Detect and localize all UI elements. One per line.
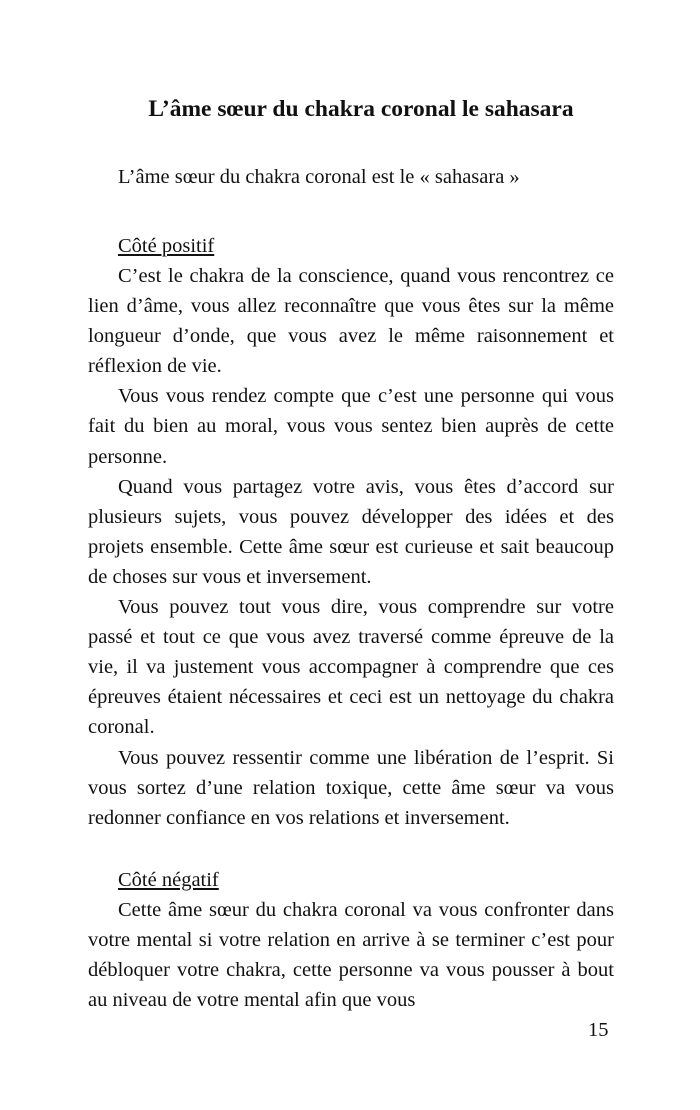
page-body [88, 94, 614, 1015]
page-number: 15 [588, 1019, 609, 1041]
section-negative [88, 865, 614, 1015]
chapter-title: L’âme sœur du chakra coronal le sahasara [148, 96, 574, 122]
section-heading-negative: Côté négatif [118, 868, 219, 891]
section-heading-positive: Côté positif [118, 235, 215, 257]
intro-line: L’âme sœur du chakra coronal est le « sahasara » [118, 166, 520, 188]
paragraph: Cette âme sœur du chakra coronal va vous confronter dans votre mental si votre relation en arrive à se terminer c’est pour débloquer votre chakra, cette personne va vous pousser à bout au niveau de votre mental afin que vous [88, 898, 614, 1012]
section-positive [88, 231, 614, 833]
paragraph: Vous pouvez tout vous dire, vous comprendre sur votre passé et tout ce que vous avez traversé comme épreuve de la vie, il va justement vous accompagner à comprendre que ces épreuves étaient nécessaires et ceci est un nettoyage du chakra coronal. [88, 596, 614, 739]
paragraph: Vous pouvez ressentir comme une libération de l’esprit. Si vous sortez d’une relation toxique, cette âme sœur va vous redonner confiance en vos relations et inversement. [88, 746, 614, 829]
paragraph: Quand vous partagez votre avis, vous êtes d’accord sur plusieurs sujets, vous pouvez développer des idées et des projets ensemble. Cette âme sœur est curieuse et sait beaucoup de choses sur vous et inversement. [88, 475, 614, 588]
paragraph: C’est le chakra de la conscience, quand vous rencontrez ce lien d’âme, vous allez reconnaître que vous êtes sur la même longueur d’onde, que vous avez le même raisonnement et réflexion de vie. [88, 265, 614, 378]
paragraph: Vous vous rendez compte que c’est une personne qui vous fait du bien au moral, vous vous sentez bien auprès de cette personne. [88, 385, 614, 468]
